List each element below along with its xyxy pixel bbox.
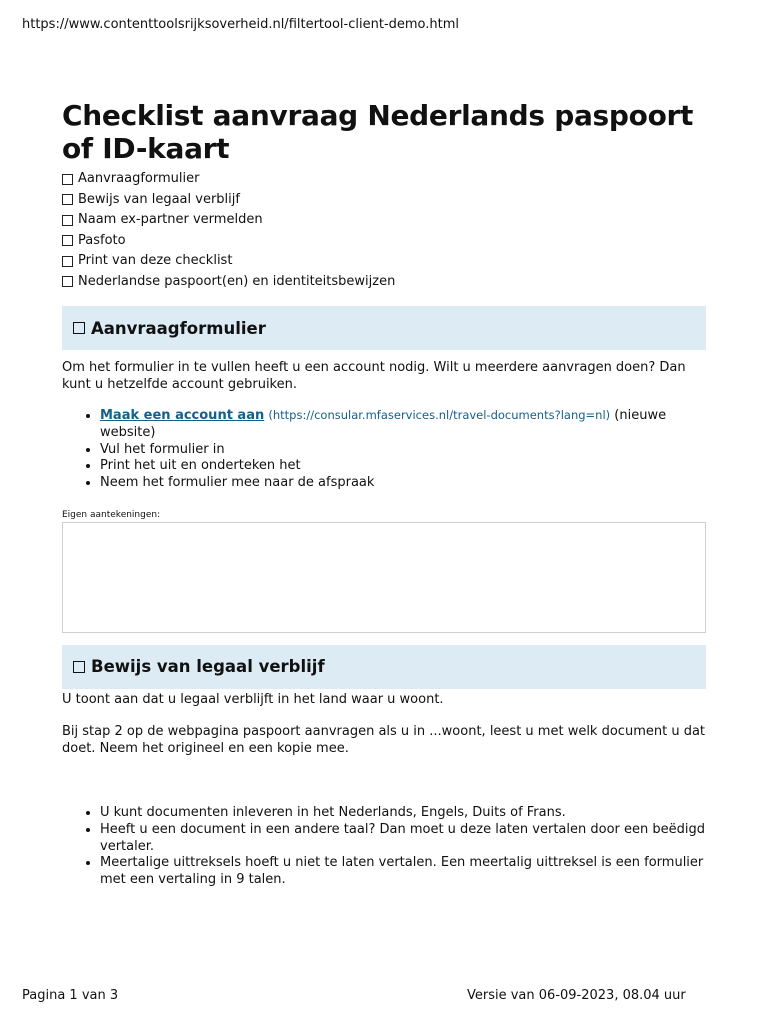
checkbox-icon[interactable] [62,256,73,267]
version-date: Versie van 06-09-2023, 08.04 uur [467,988,686,1003]
checklist-item-label: Print van deze checklist [78,253,233,268]
checklist-item[interactable] [62,251,706,272]
list-item: • U kunt documenten inleveren in het Nederlands, Engels, Duits of Frans. [100,805,706,822]
checklist-item[interactable] [62,231,706,252]
notes-textbox[interactable] [62,522,706,633]
section-title: Bewijs van legaal verblijf [91,657,325,677]
section-intro-text: Om het formulier in te vullen heeft u een account nodig. Wilt u meerdere aanvragen doen? Dan kunt u hetzelfde account gebruiken. [62,360,686,392]
link-suffix-text: (nieuwe website) [100,408,667,440]
page-title: Checklist aanvraag Nederlands paspoort of ID-kaart [62,99,694,165]
checkbox-icon[interactable] [62,276,73,287]
checklist-item[interactable] [62,272,706,293]
section-paragraph: U toont aan dat u legaal verblijft in het land waar u woont. [62,691,444,707]
checklist-item-label: Bewijs van legaal verblijf [78,191,240,207]
notes-label: Eigen aantekeningen: [62,509,161,520]
list-item [100,407,706,442]
section-paragraph: Bij stap 2 op de webpagina paspoort aanvragen als u in ...woont, leest u met welk document u dat doet. Neem het origineel en een kopie mee. [62,723,706,756]
page-url-header: https://www.contenttoolsrijksoverheid.nl/filtertool-client-demo.html [22,17,460,32]
checkbox-icon[interactable] [73,661,85,673]
checkbox-icon[interactable] [62,194,73,205]
list-item: • Neem het formulier mee naar de afspraak [100,475,706,492]
checkbox-icon[interactable] [62,174,73,185]
checklist [62,169,706,292]
list-item: • Heeft u een document in een andere taal? Dan moet u deze laten vertalen door een beëdigd vertaler. [100,822,706,856]
bullet-list [62,805,706,889]
checklist-item-label: Nederlandse paspoort(en) en identiteitsbewijzen [78,273,396,289]
bullet-list [62,407,706,492]
section-heading-aanvraagformulier [62,306,706,350]
checklist-item[interactable] [62,190,706,211]
checkbox-icon[interactable] [62,215,73,226]
checkbox-icon[interactable] [73,322,85,334]
section-title: Aanvraagformulier [91,318,266,338]
list-item: • Meertalige uittreksels hoeft u niet te laten vertalen. Een meertalig uittreksel is een formulier met een vertaling in 9 talen. [100,855,706,889]
list-item: • Vul het formulier in [100,442,706,459]
checklist-item[interactable] [62,210,706,231]
checklist-item-label: Aanvraagformulier [78,171,200,186]
create-account-link[interactable]: Maak een account aan [100,408,265,423]
page-number: Pagina 1 van 3 [22,988,119,1003]
link-url-text: (https://consular.mfaservices.nl/travel-documents?lang=nl) [268,408,611,422]
main-content [62,99,706,889]
checklist-item-label: Naam ex-partner vermelden [78,212,263,227]
checkbox-icon[interactable] [62,235,73,246]
checklist-item[interactable] [62,169,706,190]
checklist-item-label: Pasfoto [78,232,126,248]
list-item: • Print het uit en onderteken het [100,458,706,475]
section-heading-bewijs-legaal-verblijf [62,645,706,689]
